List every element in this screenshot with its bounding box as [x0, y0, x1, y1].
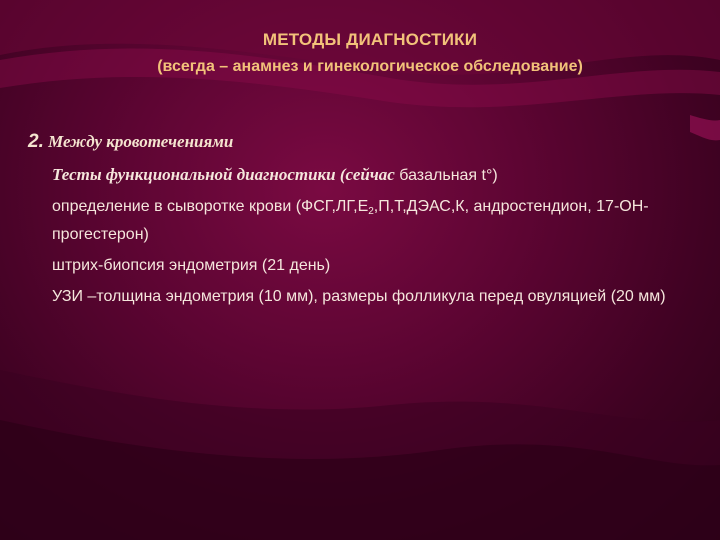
slide-content: [28, 130, 698, 316]
item-blood-suffix: ,П,Т,ДЭАС,К, андростендион, 17-ОН-прогестерон): [52, 198, 649, 243]
slide-subtitle: (всегда – анамнез и гинекологическое обследование): [157, 58, 583, 75]
section-heading: [28, 130, 698, 153]
item-functional-tests: [52, 163, 698, 187]
title-block: [0, 30, 720, 76]
item-blood-prefix: определение в сыворотке крови (ФСГ,ЛГ,Е: [52, 198, 369, 215]
slide-title: МЕТОДЫ ДИАГНОСТИКИ: [262, 30, 478, 49]
item-biopsy: штрих-биопсия эндометрия (21 день): [52, 257, 331, 274]
section-heading-text: Между кровотечениями: [48, 132, 234, 151]
item-blood-serum: [52, 195, 698, 246]
item-functional-tests-bold: Тесты функциональной диагностики (сейчас: [52, 165, 395, 184]
item-ultrasound: УЗИ –толщина эндометрия (10 мм), размеры фолликула перед овуляцией (20 мм): [52, 288, 666, 305]
item-blood-subscript: 2: [368, 206, 374, 217]
item-functional-tests-rest: базальная t°): [394, 167, 498, 184]
section-number: 2.: [28, 131, 44, 152]
